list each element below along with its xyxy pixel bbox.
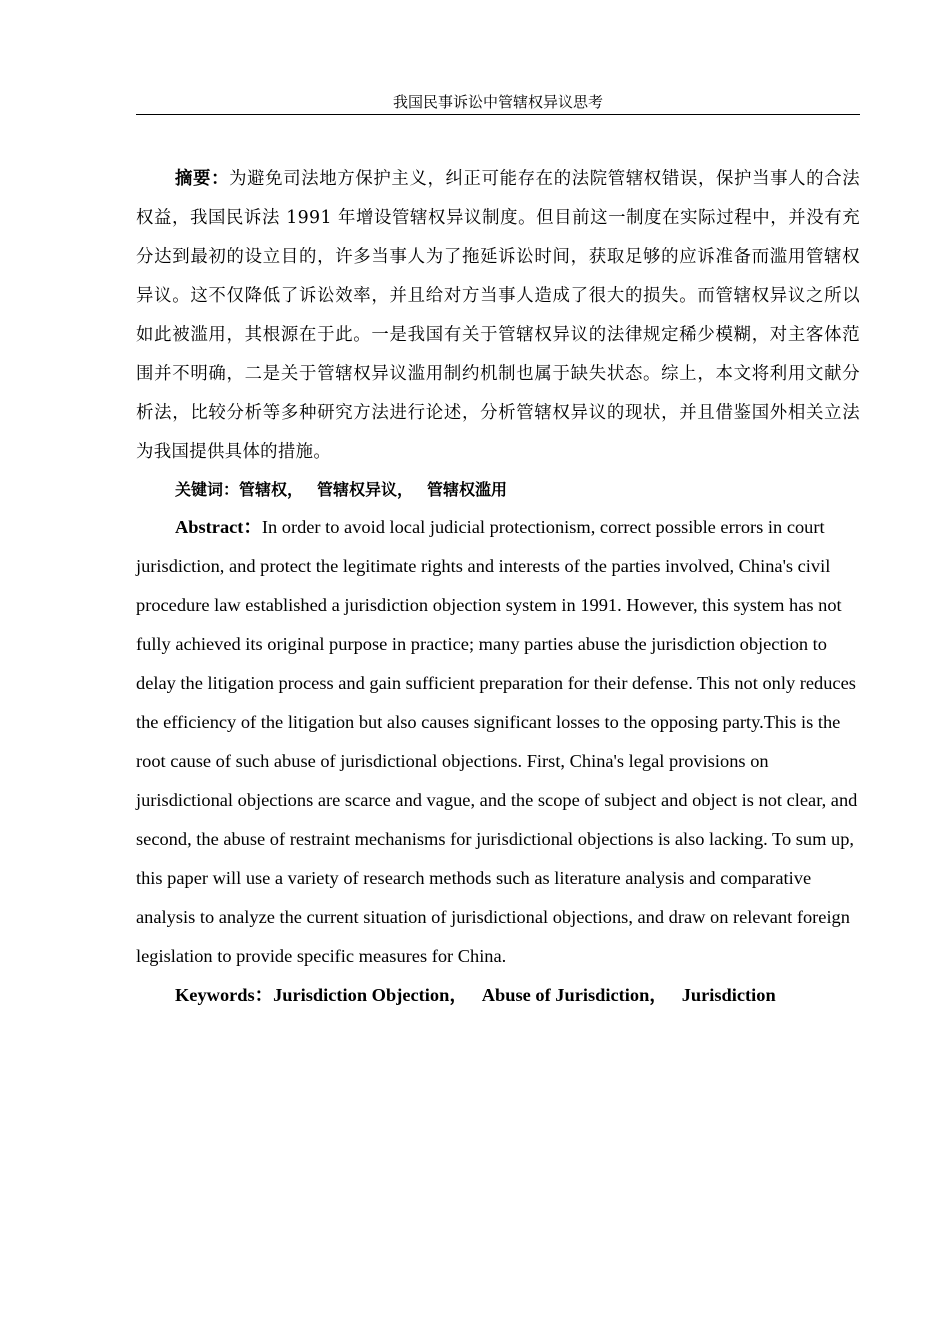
chinese-keywords-label: 关键词： <box>175 480 240 499</box>
chinese-abstract <box>136 160 860 472</box>
english-keywords-label: Keywords： <box>175 985 274 1005</box>
english-abstract-text: In order to avoid local judicial protectionism, correct possible errors in court jurisdiction, and protect the legitimate rights and interests of the parties involved, China's civil procedure law established a jurisdiction objection system in 1991. However, this system has not fully achieved its original purpose in practice; many parties abuse the jurisdiction objection to delay the litigation process and gain sufficient preparation for their defense. This not only reduces the efficiency of the litigation but also causes significant losses to the opposing party.This is the root cause of such abuse of jurisdictional objections. First, China's legal provisions on jurisdictional objections are scarce and vague, and the scope of subject and object is not clear, and second, the abuse of restraint mechanisms for jurisdictional objections is also lacking. To sum up, this paper will use a variety of research methods such as literature analysis and comparative analysis to analyze the current situation of jurisdictional objections, and draw on relevant foreign legislation to provide specific measures for China. <box>136 517 858 966</box>
chinese-abstract-label: 摘要： <box>175 169 230 189</box>
chinese-abstract-text: 为避免司法地方保护主义，纠正可能存在的法院管辖权错误，保护当事人的合法权益，我国民诉法 1991 年增设管辖权异议制度。但目前这一制度在实际过程中，并没有充分达到最初的设立目的，许多当事人为了拖延诉讼时间，获取足够的应诉准备而滥用管辖权异议。这不仅降低了诉讼效率，并且给对方当事人造成了很大的损失。而管辖权异议之所以如此被滥用，其根源在于此。一是我国有关于管辖权异议的法律规定稀少模糊，对主客体范围并不明确，二是关于管辖权异议滥用制约机制也属于缺失状态。综上，本文将利用文献分析法，比较分析等多种研究方法进行论述，分析管辖权异议的现状，并且借鉴国外相关立法为我国提供具体的措施。 <box>136 169 860 462</box>
chinese-keyword: 管辖权， <box>239 480 304 499</box>
english-abstract <box>136 508 860 976</box>
english-keyword: Abuse of Jurisdiction， <box>481 985 668 1005</box>
english-abstract-label: Abstract： <box>175 517 262 537</box>
english-keyword: Jurisdiction <box>681 985 776 1005</box>
english-keywords <box>136 976 860 1015</box>
chinese-keyword: 管辖权异议， <box>317 480 414 499</box>
chinese-keyword: 管辖权滥用 <box>427 480 508 499</box>
running-header: 我国民事诉讼中管辖权异议思考 <box>136 92 860 115</box>
chinese-keywords <box>136 472 860 508</box>
english-keyword: Jurisdiction Objection， <box>273 985 468 1005</box>
abstract-section <box>136 160 860 1015</box>
